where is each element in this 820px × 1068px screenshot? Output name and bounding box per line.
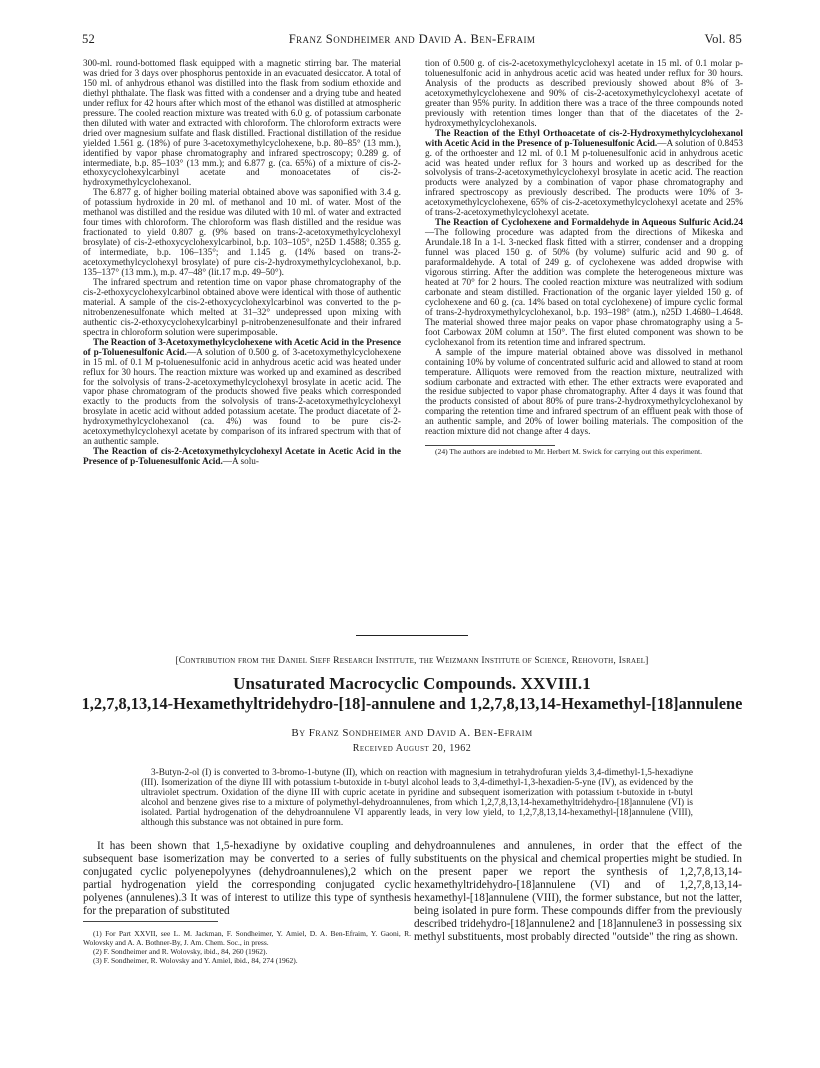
footnote-divider [425, 445, 555, 446]
section-heading: The Reaction of Cyclohexene and Formaldehyde in Aqueous Sulfuric Acid.24 [435, 218, 743, 229]
right-column [425, 60, 743, 457]
paragraph: The 6.877 g. of higher boiling material obtained above was saponified with 3.4 g. of potassium hydroxide in 20 ml. of methanol and 10 ml. of water. Most of the methanol was distilled and the residue was diluted with 10 ml. of water and extracted four times with chloroform. The chloroform was flash distilled and the residue was fractionated to yield 0.807 g. (9% based on trans-2-acetoxymethylcyclohexyl brosylate) of cis-2-ethoxycyclohexylcarbinol, b.p. 103–105°, n25D 1.4588; 0.355 g. of intermediate, b.p. 106–135°; and 1.145 g. (14% based on trans-2-acetoxymethylcyclohexyl brosylate) of pure cis-2-hydroxymethylcyclohexanol, b.p. 135–137° (13 mm.), m.p. 47–48° (lit.17 m.p. 49–50°). [83, 188, 401, 279]
paragraph: tion of 0.500 g. of cis-2-acetoxymethylcyclohexyl acetate in 15 ml. of 0.1 molar p-toluenesulfonic acid in anhydrous acetic acid was heated under reflux for 30 hours. Analysis of the products as described previously showed about 8% of 3-acetoxymethylcyclohexene and 90% of cis-2-acetoxymethylcyclohexyl acetate of greater than 95% purity. In addition there was a trace of the three compounds noted previously with retention times longer than that of the diacetates of the 2-hydroxymethylcyclohexanols. [425, 59, 743, 129]
paragraph: It has been shown that 1,5-hexadiyne by oxidative coupling and subsequent base isomerization may be converted to a series of fully conjugated cyclic polyenepolyynes (dehydroannulenes),2 which on partial hydrogenation yield the corresponding conjugated cyclic polyenes (annulenes).3 It was of interest to utilize this type of synthesis for the preparation of substituted [83, 840, 411, 918]
section-heading: The Reaction of 3-Acetoxymethylcyclohexene with Acetic Acid in the Presence of p-Toluenesulfonic Acid. [83, 337, 401, 358]
abstract-text: 3-Butyn-2-ol (I) is converted to 3-bromo-1-butyne (II), which on reaction with magnesium in tetrahydrofuran yields 3,4-dimethyl-1,5-hexadiyne (III). Isomerization of the diyne III with potassium t-butoxide in t-butyl alcohol leads to 3,4-dimethyl-1,3-hexadien-5-yne (IV), as evidenced by the ultraviolet spectrum. Oxidation of the diyne III with cupric acetate in pyridine and subsequent isomerization with potassium t-butoxide in t-butyl alcohol and benzene gives rise to a mixture of polymethyl-dehydroannulenes, from which 1,2,7,8,13,14-hexamethyltridehydro-[18]annulene (VI) is isolated. Partial hydrogenation of the dehydroannulene VI apparently leads, in very low yield, to 1,2,7,8,13,14-hexamethyl-[18]annulene (VIII), although this substance was not obtained in pure form. [141, 768, 693, 829]
footnote: (24) The authors are indebted to Mr. Herbert M. Swick for carrying out this experiment. [435, 447, 703, 457]
footnote-divider [83, 921, 218, 922]
section-paragraph [425, 219, 743, 348]
received-date: Received August 20, 1962 [352, 743, 472, 754]
article-subtitle: 1,2,7,8,13,14-Hexamethyltridehydro-[18]-annulene and 1,2,7,8,13,14-Hexamethyl-[18]annulene [81, 694, 743, 713]
section-paragraph [425, 130, 743, 220]
intro-right-column [414, 840, 742, 944]
paragraph-text: —The following procedure was adapted from the directions of Mikeska and Arundale.18 In a 1-l. 3-necked flask fitted with a stirrer, condenser and a dropping funnel was placed 150 g. of 50% (by volume) sulfuric acid and 90 g. of paraformaldehyde. A total of 249 g. of cyclohexene was added dropwise with vigorous stirring. After the addition was complete the heterogeneous mixture was heated at 70° for 2 hours. The cooled reaction mixture was neutralized with sodium carbonate and steam distilled. Fractionation of the organic layer yielded 150 g. of cyclohexene and 60 g. (ca. 14% based on total cyclohexene) of impure cyclic formal of trans-2-hydroxymethylcyclohexanol, b.p. 193–198° (atm.), n25D 1.4680–1.4648. The material showed three major peaks on vapor phase chromatography using a 5-foot Carbowax 20M column at 150°. The first eluted component was shown to be cyclohexanol from its retention time and infrared spectrum. [425, 228, 743, 348]
paragraph: 300-ml. round-bottomed flask equipped with a magnetic stirring bar. The material was dried for 3 days over phosphorus pentoxide in an evacuated desiccator. A total of 150 ml. of anhydrous ethanol was distilled into the flask from sodium ethoxide and diethyl phthalate. The flask was fitted with a condenser and a drying tube and heated under reflux for 42 hours after which most of the ethanol was distilled at atmospheric pressure. The cooled reaction mixture was treated with 6.0 g. of potassium carbonate then diluted with water and extracted with chloroform. The chloroform extracts were dried over magnesium sulfate and flask distilled. Fractional distillation of the residue yielded 1.561 g. (18%) of pure 3-acetoxymethylcyclohexene, b.p. 80–85° (13 mm.), identified by vapor phase chromatography and infrared spectroscopy; 0.289 g. of intermediate, b.p. 85–103° (13 mm.); and 6.877 g. (ca. 65%) of a mixture of cis-2-ethoxycyclohexylcarbinyl acetate and monoacetates of cis-2-hydroxymethylcyclohexanol. [83, 59, 401, 189]
paragraph: The infrared spectrum and retention time on vapor phase chromatography of the cis-2-ethoxycyclohexylcarbinol obtained above were identical with those of authentic material. A sample of the cis-2-ethoxycyclohexylcarbinol was converted to the p-nitrobenzenesulfonate which melted at 31–32° undepressed upon mixing with authentic cis-2-ethoxycyclohexylcarbinyl p-nitrobenzenesulfonate and their infrared spectra in chloroform solution were superimposable. [83, 277, 401, 338]
left-column [83, 60, 401, 468]
page-number: 52 [82, 32, 95, 46]
intro-left-column [83, 840, 411, 965]
section-heading: The Reaction of the Ethyl Orthoacetate of cis-2-Hydroxymethylcyclohexanol with Acetic Acid in the Presence of p-Toluenesulfonic Acid. [425, 128, 743, 149]
running-authors: Franz Sondheimer and David A. Ben-Efraim [288, 32, 536, 46]
footnote: (2) F. Sondheimer and R. Wolovsky, ibid., 84, 260 (1962). [93, 946, 268, 956]
paragraph-text: —A solution of 0.8453 g. of the orthoester and 12 ml. of 0.1 M p-toluenesulfonic acid in anhydrous acetic acid was heated under reflux for 3 hours and worked up as described for the solvolysis of trans-2-acetoxymethylcyclohexyl brosylate in acetic acid. The reaction products were analyzed by a combination of vapor phase chromatography and infrared spectroscopy as previously described. The products were 10% of 3-acetoxymethylcyclohexene, 65% of cis-2-acetoxymethylcyclohexyl acetate and 25% of trans-2-acetoxymethylcyclohexyl acetate. [425, 138, 743, 219]
paragraph: dehydroannulenes and annulenes, in order that the effect of the substituents on the physical and chemical properties might be studied. In the present paper we report the synthesis of 1,2,7,8,13,14-hexamethyltridehydro-[18]annulene (VI) and of 1,2,7,8,13,14-hexamethyl-[18]annulene (VIII), the former substance, but not the latter, being isolated in pure form. These compounds differ from the previously described tridehydro-[18]annulene2 and [18]annulene3 in possessing six methyl substituents, most probably directed "outside" the ring as shown. [414, 840, 742, 944]
volume-label: Vol. 85 [704, 32, 742, 46]
paragraph-text: —A solution of 0.500 g. of 3-acetoxymethylcyclohexene in 15 ml. of 0.1 M p-toluenesulfonic acid in anhydrous acetic acid was heated under reflux for 30 hours. The reaction mixture was worked up and examined as described for the solvolysis of trans-2-acetoxymethylcyclohexyl brosylate in acetic acid. The vapor phase chromatogram of the products showed five peaks which corresponded exactly to the products from the solvolysis of trans-2-acetoxymethylcyclohexyl brosylate in acetic acid without added potassium acetate. The product diacetate of 2-hydroxymethylcyclohexanol (ca. 4%) was found to be pure cis-2-acetoxymethylcyclohexyl acetate by comparison of its infrared spectrum with that of an authentic sample. [83, 347, 401, 448]
running-header [82, 32, 742, 50]
contribution-line: [Contribution from the Daniel Sieff Research Institute, the Weizmann Institute of Science, Rehovoth, Israel] [175, 655, 649, 666]
paragraph-text: —A solu- [222, 457, 260, 468]
footnotes [83, 930, 411, 965]
article-divider [356, 635, 468, 636]
section-paragraph [83, 339, 401, 448]
abstract [141, 768, 693, 829]
paragraph: A sample of the impure material obtained above was dissolved in methanol containing 10% by volume of concentrated sulfuric acid and allowed to stand at room temperature. Alliquots were removed from the reaction mixture, neutralized with sodium carbonate and extracted with ether. The ether extracts were evaporated and the residue subjected to vapor phase chromatography. After 4 days it was found that the products consisted of about 80% of pure trans-2-hydroxymethylcyclohexanol by comparing the retention time and infrared spectrum of an effluent peak with those of an authentic sample, and 20% of lower boiling materials. The composition of the reaction mixture did not change after 4 days. [425, 347, 743, 438]
footnote: (3) F. Sondheimer, R. Wolovsky and Y. Amiel, ibid., 84, 274 (1962). [93, 955, 298, 965]
article-title: Unsaturated Macrocyclic Compounds. XXVIII.1 [233, 674, 591, 693]
section-paragraph [83, 448, 401, 468]
byline: By Franz Sondheimer and David A. Ben-Efraim [291, 727, 533, 739]
section-heading: The Reaction of cis-2-Acetoxymethylcyclohexyl Acetate in Acetic Acid in the Presence of p-Toluenesulfonic Acid. [83, 447, 401, 468]
footnote: (1) For Part XXVII, see L. M. Jackman, F. Sondheimer, Y. Amiel, D. A. Ben-Efraim, Y. Gaoni, R. Wolovsky and A. A. Bothner-By, J. Am. Chem. Soc., in press. [83, 929, 411, 948]
